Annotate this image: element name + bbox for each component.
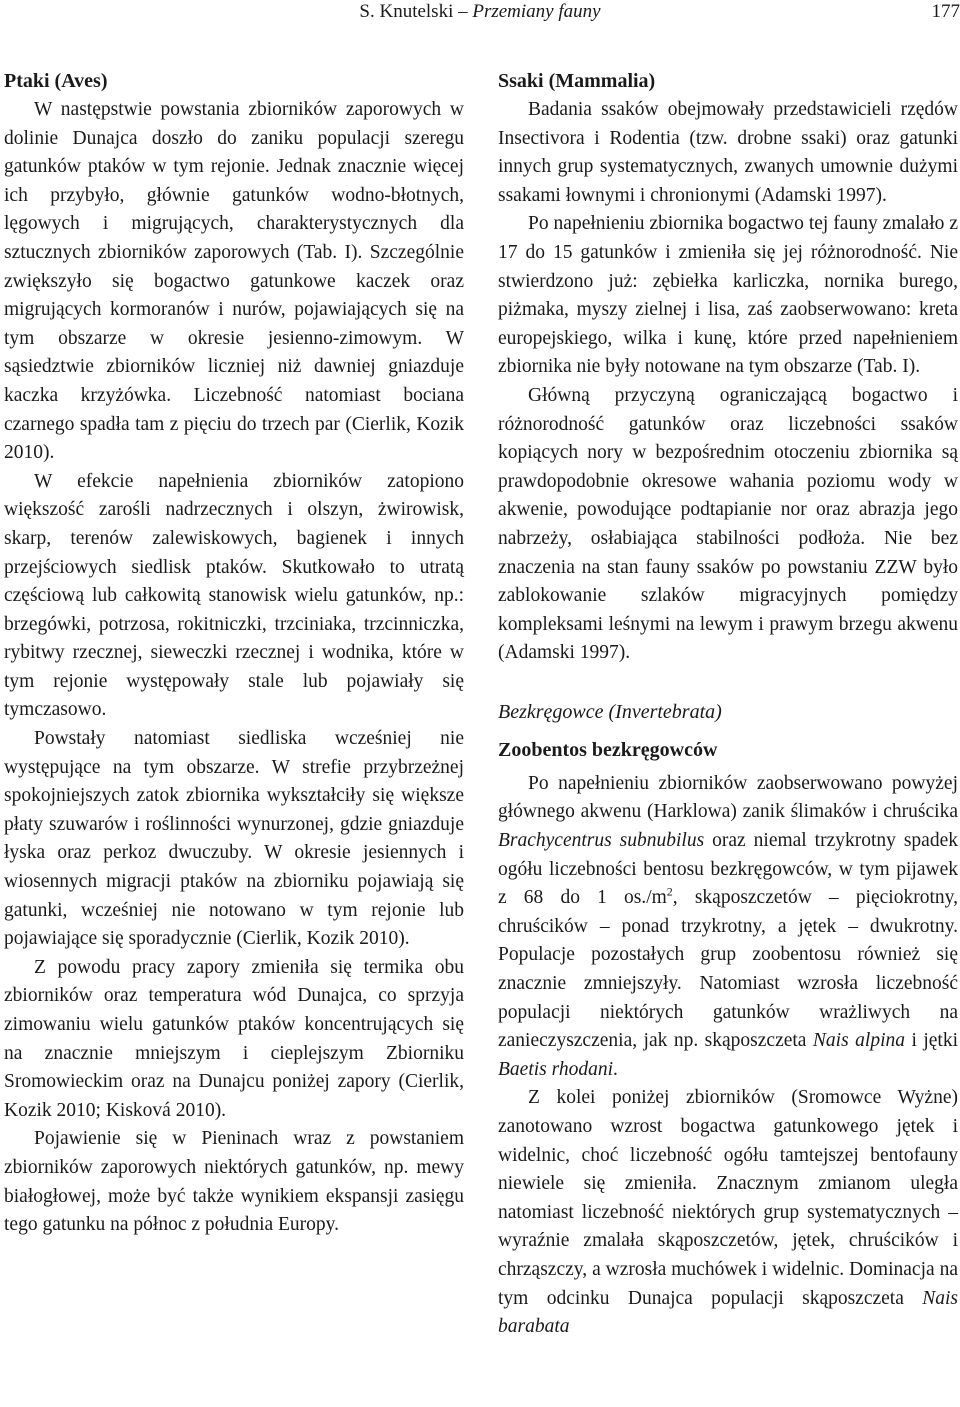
text-run: oraz niemal trzykrotny spadek ogółu liczebności bentosu bezkręgowców, w tym pijawek z 68 do 1 os./m xyxy=(498,830,958,909)
running-title xyxy=(0,0,960,24)
species-name: Nais barabata xyxy=(498,1287,958,1338)
section-heading-mammals: Ssaki (Mammalia) xyxy=(498,70,656,92)
left-column xyxy=(4,66,464,1240)
page-number: 177 xyxy=(931,1,960,22)
paragraph xyxy=(498,1084,958,1341)
paragraph: Główną przyczyną ograniczającą bogactwo i różnorodność gatunków oraz liczebności ssaków kopiących nory w bezpośrednim otoczeniu zbiornika są prawdopodobnie okresowe wahania poziomu wody w akwenie, powodujące podtapianie nor oraz abrazja jego nabrzeży, osłabiająca stabilności podłoża. Nie bez znaczenia na stan fauny ssaków po powstaniu ZZW było zablokowanie szlaków migracyjnych pomiędzy kompleksami leśnymi na lewym i prawym brzegu akwenu (Adamski 1997). xyxy=(498,384,958,664)
subsection-heading-zoobenthos: Zoobentos bezkręgowców xyxy=(498,738,718,761)
superscript: 2 xyxy=(666,884,673,899)
paragraph: Powstały natomiast siedliska wcześniej nie występujące na tym obszarze. W strefie przybrzeżnej spokojniejszych zatok zbiornika wykształciły się większe płaty szuwarów i roślinności wynurzonej, gdzie gniazduje łyska oraz perkoz dwuczuby. W okresie jesiennych i wiosennych migracji ptaków na zbiorniku pojawiają się gatunki, wcześniej nie notowano w tym rejonie lub pojawiające się sporadycznie (Cierlik, Kozik 2010). xyxy=(4,728,464,950)
text-run: Po napełnieniu zbiorników zaobserwowano powyżej głównego akwenu (Harklowa) zanik ślimaków i chruścika xyxy=(498,772,958,823)
right-column xyxy=(498,66,958,1342)
paragraph: Pojawienie się w Pieninach wraz z powstaniem zbiorników zaporowych niektórych gatunków, np. mewy białogłowej, może być także wynikiem ekspansji zasięgu tego gatunku na północ z południa Europy. xyxy=(4,1128,464,1236)
section-heading-birds: Ptaki (Aves) xyxy=(4,70,108,92)
species-name: Nais alpina xyxy=(812,1030,905,1052)
text-run: Z kolei poniżej zbiorników (Sromowce Wyżne) zanotowano wzrost bogactwa gatunkowego jętek i widelnic, choć liczebność ogółu tamtejszej bentofauny niewiele się zmieniła. Znacznym zmianom uległa natomiast liczebność niektórych grup systematycznych – wyraźnie zmalała skąposzczetów, jętek, chruścików i chrząszczy, a wzrosła muchówek i widelnic. Dominacja na tym odcinku Dunajca populacji skąposzczeta xyxy=(498,1087,958,1309)
header-author: S. Knutelski xyxy=(359,1,454,22)
text-run: , skąposzczetów – pięciokrotny, chruścików – ponad trzykrotny, a jętek – dwukrotny. Populacje pozostałych grup zoobentosu również się znacznie zmniejszyły. Natomiast wzrosła liczebność populacji niektórych gatunków wrażliwych na zanieczyszczenia, jak np. skąposzczeta xyxy=(498,887,958,1052)
paragraph: Po napełnieniu zbiornika bogactwo tej fauny zmalało z 17 do 15 gatunków i zmieniła się jej różnorodność. Nie stwierdzono już: zębiełka karliczka, nornika burego, piżmaka, myszy zielnej i lisa, zaś zaobserwowano: kreta europejskiego, wilka i kunę, które przed napełnieniem zbiornika nie były notowane na tym obszarze (Tab. I). xyxy=(498,213,958,378)
paragraph: W efekcie napełnienia zbiorników zatopiono większość zarośli nadrzecznych i olszyn, żwirowisk, skarp, terenów zalewiskowych, bagienek i innych przejściowych siedlisk ptaków. Skutkowało to utratą częściową lub całkowitą stanowisk wielu gatunków, np.: brzegówki, potrzosa, rokitniczki, trzciniaka, trzcinniczka, rybitwy rzecznej, sieweczki rzecznej i wodnika, które w tym rejonie występowały stale lub pojawiały się tymczasowo. xyxy=(4,470,464,721)
paragraph: W następstwie powstania zbiorników zaporowych w dolinie Dunajca doszło do zaniku populacji szeregu gatunków ptaków w tym rejonie. Jednak znacznie więcej ich przybyło, głównie gatunków wodno-błotnych, lęgowych i migrujących, charakterystycznych dla sztucznych zbiorników zaporowych (Tab. I). Szczególnie zwiększyło się bogactwo gatunkowe kaczek oraz migrujących kormoranów i nurów, pojawiających się na tym obszarze w okresie jesienno-zimowym. W sąsiedztwie zbiorników liczniej niż dawniej gniazduje kaczka krzyżówka. Liczebność natomiast bociana czarnego spadła tam z pięciu do trzech par (Cierlik, Kozik 2010). xyxy=(4,99,464,464)
paragraph: Z powodu pracy zapory zmieniła się termika obu zbiorników oraz temperatura wód Dunajca, co sprzyja zimowaniu wielu gatunków ptaków koncentrujących się na znacznie mniejszym i cieplejszym Zbiorniku Sromowieckim oraz na Dunajcu poniżej zapory (Cierlik, Kozik 2010; Kisková 2010). xyxy=(4,956,464,1121)
paragraph xyxy=(498,770,958,1085)
header-title: Przemiany fauny xyxy=(472,1,601,22)
text-run: . xyxy=(613,1058,618,1080)
species-name: Baetis rhodani xyxy=(498,1058,614,1080)
species-name: Brachycentrus subnubilus xyxy=(498,830,705,852)
text-run: i jętki xyxy=(904,1030,958,1052)
section-heading-invertebrates: Bezkręgowce (Invertebrata) xyxy=(498,700,722,723)
running-header xyxy=(0,0,960,28)
header-dash: – xyxy=(453,1,473,22)
paragraph: Badania ssaków obejmowały przedstawicieli rzędów Insectivora i Rodentia (tzw. drobne ssaki) oraz gatunki innych grup systematycznych, zwanych umownie dużymi ssakami łownymi i chronionymi (Adamski 1997). xyxy=(498,99,958,206)
